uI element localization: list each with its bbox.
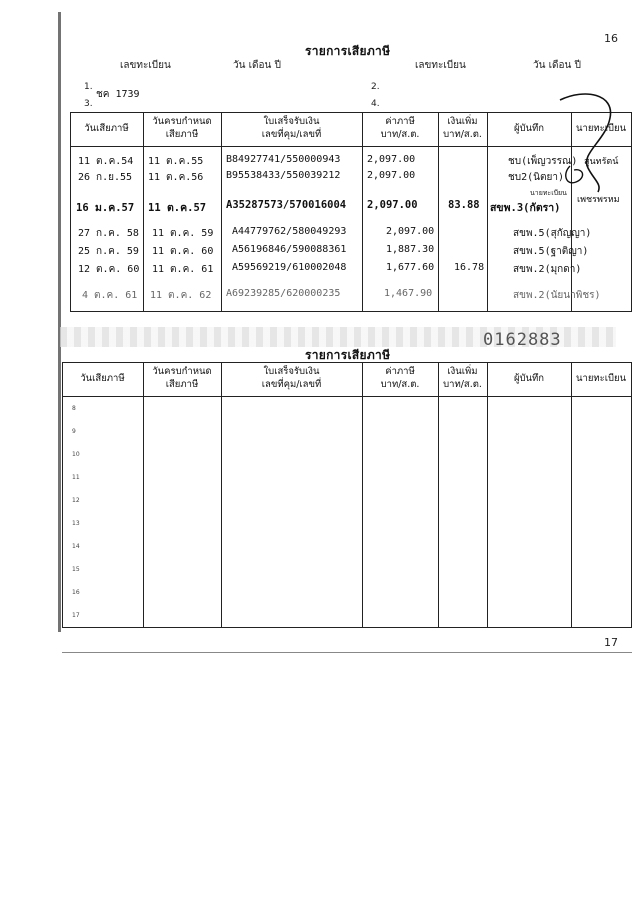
record-recorder: สขพ.5(สุกัญญา): [513, 228, 592, 239]
section-title-top: รายการเสียภาษี: [305, 44, 391, 58]
page-number-top: 16: [604, 32, 618, 45]
record-receipt: A59569219/610002048: [232, 262, 347, 273]
record-surcharge: 83.88: [448, 199, 480, 211]
record-registrar: สุนทรัตน์: [584, 157, 619, 167]
col-header-due-date-l2: เสียภาษี: [165, 129, 199, 140]
record-surcharge: 16.78: [454, 262, 485, 273]
col-header-tax-date: วันเสียภาษี: [84, 123, 129, 134]
bottom-rule: [62, 652, 632, 653]
row-number: 13: [72, 520, 80, 527]
row-number: 11: [72, 474, 80, 481]
record-recorder: สขพ.2(นัยนาพิชร): [513, 290, 601, 301]
record-recorder: สขพ.2(มุกดา): [513, 264, 582, 275]
record-recorder: สขพ.3(กัตรา): [490, 202, 561, 214]
col-header-due-date-l2: เสียภาษี: [165, 379, 199, 390]
row-number: 12: [72, 497, 80, 504]
record-tax-date: 12 ต.ค. 60: [78, 264, 140, 275]
record-due-date: 11 ต.ค. 60: [152, 246, 214, 257]
record-tax: 2,097.00: [367, 154, 416, 165]
record-due-date: 11 ต.ค. 62: [150, 290, 212, 301]
record-receipt: B95538433/550039212: [226, 170, 341, 181]
record-tax: 2,097.00: [367, 199, 418, 211]
record-due-date: 11 ต.ค.56: [148, 172, 204, 183]
record-tax-date: 26 ก.ย.55: [78, 172, 133, 183]
line-index-3: 3.: [84, 99, 93, 109]
record-receipt: A44779762/580049293: [232, 226, 347, 237]
col-header-receipt-l2: เลขที่คุม/เลขที่: [261, 379, 322, 390]
record-tax-date: 11 ต.ค.54: [78, 156, 134, 167]
record-tax: 2,097.00: [386, 226, 435, 237]
col-header-receipt-l1: ใบเสร็จรับเงิน: [263, 116, 320, 127]
col-header-surcharge-l2: บาท/ส.ต.: [443, 379, 482, 390]
col-header-tax-l1: ค่าภาษี: [385, 366, 415, 377]
record-recorder: สขพ.5(ฐาติญา): [513, 246, 589, 257]
row-number: 16: [72, 589, 80, 596]
registration-label-left: เลขทะเบียน: [120, 60, 171, 71]
row-number: 17: [72, 612, 80, 619]
line-index-2: 2.: [371, 82, 380, 92]
col-header-registrar: นายทะเบียน: [576, 123, 627, 134]
serial-number: 0162883: [483, 330, 562, 350]
row-number: 8: [72, 405, 76, 412]
col-header-surcharge-l1: เงินเพิ่ม: [447, 366, 478, 377]
record-tax-date: 25 ก.ค. 59: [78, 246, 139, 257]
blank-tax-records-table: [62, 362, 632, 628]
col-header-receipt-l2: เลขที่คุม/เลขที่: [261, 129, 322, 140]
col-header-tax-l2: บาท/ส.ต.: [380, 129, 420, 140]
record-receipt: A69239285/620000235: [226, 288, 341, 299]
record-tax-date: 27 ก.ค. 58: [78, 228, 139, 239]
scan-edge: [58, 12, 61, 632]
date-label-right: วัน เดือน ปี: [533, 60, 581, 71]
col-header-due-date-l1: วันครบกำหนด: [152, 366, 212, 377]
col-header-surcharge-l2: บาท/ส.ต.: [443, 129, 482, 140]
date-label-left: วัน เดือน ปี: [233, 60, 281, 71]
page-number-bottom: 17: [604, 636, 618, 649]
col-header-tax-l1: ค่าภาษี: [385, 116, 415, 127]
col-header-due-date-l1: วันครบกำหนด: [152, 116, 212, 127]
record-tax: 1,677.60: [386, 262, 435, 273]
line-index-1: 1.: [84, 82, 93, 92]
col-header-registrar: นายทะเบียน: [576, 373, 627, 384]
record-due-date: 11 ต.ค. 59: [152, 228, 214, 239]
handwritten-signature: [540, 88, 620, 198]
registration-label-right: เลขทะเบียน: [415, 60, 466, 71]
col-header-recorder: ผู้บันทึก: [513, 123, 545, 134]
record-recorder: ชบ2(นิตยา): [508, 172, 565, 183]
row-number: 9: [72, 428, 76, 435]
record-receipt: A35287573/570016004: [226, 199, 347, 211]
row-number: 14: [72, 543, 80, 550]
record-tax-date: 4 ต.ค. 61: [82, 290, 138, 301]
record-recorder: ชบ(เพ็ญวรรณ): [508, 156, 578, 167]
col-header-tax-l2: บาท/ส.ต.: [380, 379, 420, 390]
record-note: นายทะเบียน: [530, 189, 567, 197]
col-header-tax-date: วันเสียภาษี: [80, 373, 125, 384]
record-tax-date: 16 ม.ค.57: [76, 202, 135, 214]
row-number: 15: [72, 566, 80, 573]
col-header-receipt-l1: ใบเสร็จรับเงิน: [263, 366, 320, 377]
record-receipt: A56196846/590088361: [232, 244, 347, 255]
col-header-surcharge-l1: เงินเพิ่ม: [447, 116, 478, 127]
record-receipt: B84927741/550000943: [226, 154, 341, 165]
row-number: 10: [72, 451, 80, 458]
record-due-date: 11 ต.ค.57: [148, 202, 207, 214]
registration-value: ชค 1739: [96, 89, 140, 100]
record-due-date: 11 ต.ค.55: [148, 156, 204, 167]
record-tax: 1,887.30: [386, 244, 435, 255]
record-due-date: 11 ต.ค. 61: [152, 264, 214, 275]
col-header-recorder: ผู้บันทึก: [513, 373, 545, 384]
line-index-4: 4.: [371, 99, 380, 109]
record-tax: 1,467.90: [384, 288, 433, 299]
section-title-bottom: รายการเสียภาษี: [305, 348, 391, 362]
record-tax: 2,097.00: [367, 170, 416, 181]
record-registrar: เพชรพรหม: [577, 195, 620, 205]
